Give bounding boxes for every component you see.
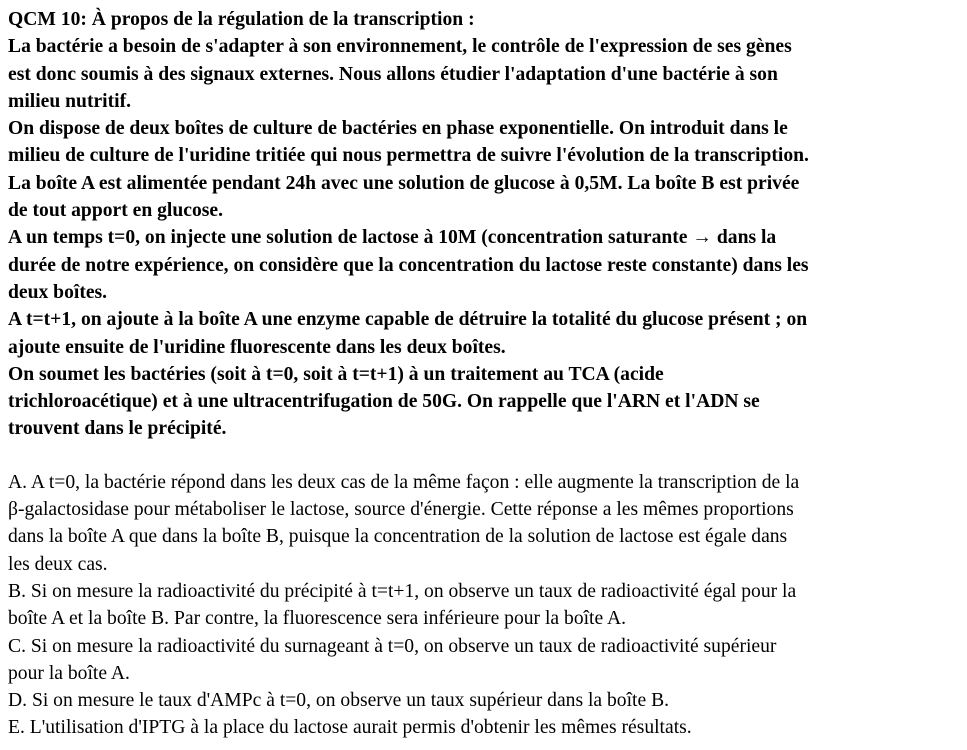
statement-line: On dispose de deux boîtes de culture de bactéries en phase exponentielle. On introduit dans le bbox=[8, 118, 788, 140]
option-a-line: dans la boîte A que dans la boîte B, puisque la concentration de la solution de lactose est égale dans bbox=[8, 526, 788, 548]
statement-line: trouvent dans le précipité. bbox=[8, 418, 227, 440]
section-spacer bbox=[8, 443, 959, 469]
question-statement bbox=[8, 33, 959, 442]
option-c-line: pour la boîte A. bbox=[8, 662, 130, 684]
option-c-line: C. Si on mesure la radioactivité du surnageant à t=0, on observe un taux de radioactivité supérieur bbox=[8, 635, 777, 657]
statement-line: milieu nutritif. bbox=[8, 90, 131, 112]
option-b-line: B. Si on mesure la radioactivité du précipité à t=t+1, on observe un taux de radioactivité égal pour la bbox=[8, 580, 797, 602]
statement-line: de tout apport en glucose. bbox=[8, 200, 223, 222]
question-block bbox=[8, 6, 959, 443]
statement-line: On soumet les bactéries (soit à t=0, soit à t=t+1) à un traitement au TCA (acide bbox=[8, 363, 664, 385]
statement-line: durée de notre expérience, on considère que la concentration du lactose reste constante) dans les bbox=[8, 254, 809, 276]
question-title: QCM 10: À propos de la régulation de la transcription : bbox=[8, 9, 475, 30]
option-a-line: les deux cas. bbox=[8, 553, 108, 575]
statement-line: La bactérie a besoin de s'adapter à son environnement, le contrôle de l'expression de ses gènes bbox=[8, 36, 792, 58]
statement-line: ajoute ensuite de l'uridine fluorescente dans les deux boîtes. bbox=[8, 336, 506, 358]
statement-line: trichloroacétique) et à une ultracentrifugation de 50G. On rappelle que l'ARN et l'ADN se bbox=[8, 391, 760, 413]
statement-line: milieu de culture de l'uridine tritiée qui nous permettra de suivre l'évolution de la transcription. bbox=[8, 145, 809, 167]
statement-line: La boîte A est alimentée pendant 24h avec une solution de glucose à 0,5M. La boîte B est privée bbox=[8, 172, 800, 194]
option-a-line: A. A t=0, la bactérie répond dans les deux cas de la même façon : elle augmente la transcription de la bbox=[8, 471, 800, 493]
option-e-line: E. L'utilisation d'IPTG à la place du lactose aurait permis d'obtenir les mêmes résultats. bbox=[8, 717, 692, 739]
statement-line: A un temps t=0, on injecte une solution de lactose à 10M (concentration saturante → dans la bbox=[8, 227, 777, 249]
statement-line: deux boîtes. bbox=[8, 281, 108, 303]
option-a-line: β-galactosidase pour métaboliser le lactose, source d'énergie. Cette réponse a les mêmes proportions bbox=[8, 499, 794, 521]
statement-line: A t=t+1, on ajoute à la boîte A une enzyme capable de détruire la totalité du glucose présent ; on bbox=[8, 309, 808, 331]
option-b-line: boîte A et la boîte B. Par contre, la fluorescence sera inférieure pour la boîte A. bbox=[8, 608, 627, 630]
statement-line: est donc soumis à des signaux externes. Nous allons étudier l'adaptation d'une bactérie à son bbox=[8, 63, 778, 85]
answer-options bbox=[8, 469, 959, 742]
option-d-line: D. Si on mesure le taux d'AMPc à t=0, on observe un taux supérieur dans la boîte B. bbox=[8, 690, 670, 712]
